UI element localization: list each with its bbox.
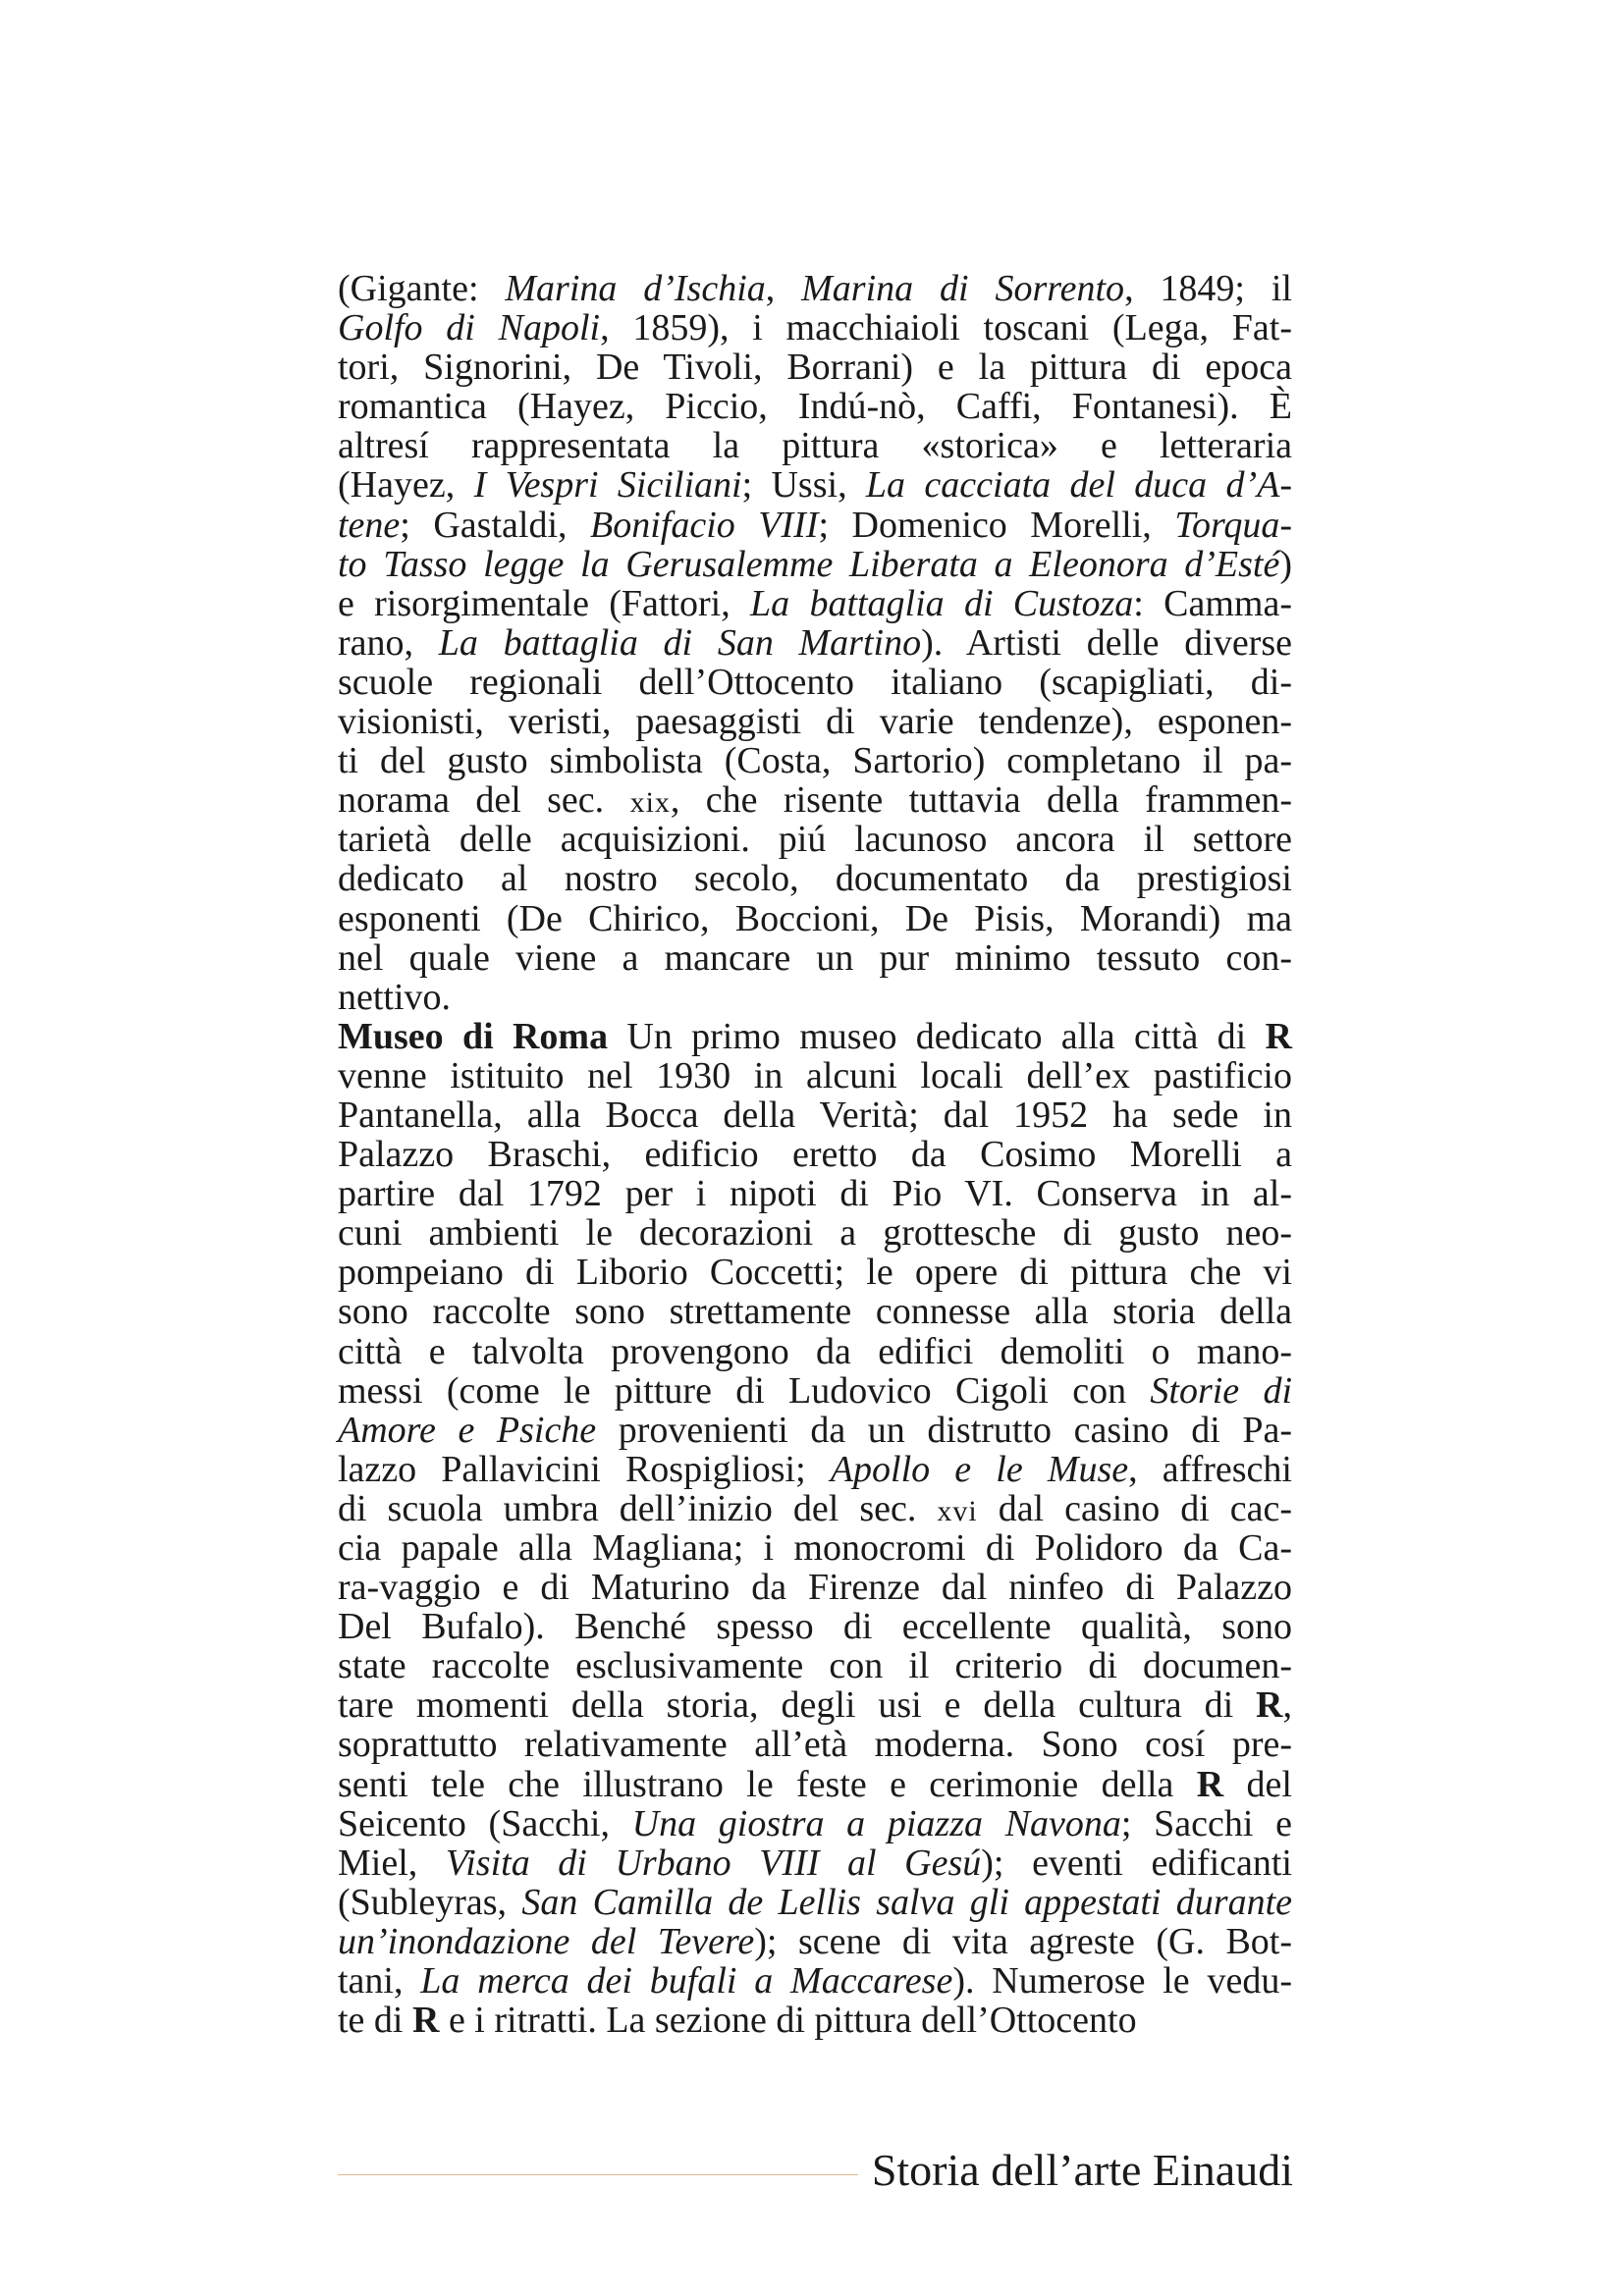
text-line bbox=[338, 702, 1292, 741]
text-line bbox=[338, 859, 1292, 898]
text-segment: Marina d’Ischia bbox=[505, 268, 766, 309]
text-segment: state raccolte esclusivamente con il criterio di documen- bbox=[338, 1645, 1292, 1687]
text-segment: ; Domenico Morelli, bbox=[818, 504, 1175, 546]
text-segment: altresí rappresentata la pittura «storica» e letteraria bbox=[338, 425, 1292, 467]
text-segment: Palazzo Braschi, edificio eretto da Cosimo Morelli a bbox=[338, 1134, 1292, 1176]
text-line bbox=[338, 663, 1292, 702]
text-line bbox=[338, 2001, 1292, 2040]
text-segment: xix bbox=[629, 786, 671, 820]
text-line bbox=[338, 1332, 1292, 1371]
text-line bbox=[338, 308, 1292, 347]
text-line bbox=[338, 1174, 1292, 1213]
text-segment: e i ritratti. La sezione di pittura dell’Ottocento bbox=[439, 2000, 1137, 2042]
text-segment: to Tasso legge la Gerusalemme Liberata a Eleonora d’Esté bbox=[338, 543, 1280, 585]
text-line bbox=[338, 347, 1292, 387]
text-segment: La merca dei bufali a Maccarese bbox=[420, 1960, 953, 2002]
text-segment: , 1859), i macchiaioli toscani (Lega, Fat- bbox=[600, 307, 1292, 349]
text-segment: tani, bbox=[338, 1960, 421, 2002]
text-segment: Un primo museo dedicato alla città di bbox=[608, 1015, 1266, 1057]
text-segment: Museo di Roma bbox=[338, 1015, 609, 1057]
text-line bbox=[338, 506, 1292, 545]
body-text bbox=[338, 269, 1292, 2040]
text-segment: La cacciata del duca d’A- bbox=[865, 464, 1292, 507]
text-segment: tare momenti della storia, degli usi e della cultura di bbox=[338, 1684, 1257, 1727]
text-segment: , che risente tuttavia della frammen- bbox=[670, 779, 1292, 822]
text-segment: , affreschi bbox=[1128, 1448, 1292, 1490]
text-segment: soprattutto relativamente all’età moderna. Sono cosí pre- bbox=[338, 1724, 1292, 1766]
text-segment: norama del sec. bbox=[338, 779, 630, 822]
text-segment: Bonifacio VIII bbox=[590, 504, 819, 546]
text-line bbox=[338, 1017, 1292, 1056]
text-segment: ti del gusto simbolista (Costa, Sartorio) completano il pa- bbox=[338, 740, 1292, 782]
text-line bbox=[338, 1883, 1292, 1922]
text-segment: ). Numerose le vedu- bbox=[952, 1960, 1292, 2002]
text-segment: cuni ambienti le decorazioni a grottesche di gusto neo- bbox=[338, 1212, 1292, 1255]
text-segment: R bbox=[411, 2000, 440, 2042]
text-line bbox=[338, 978, 1292, 1017]
text-segment: tene bbox=[338, 504, 401, 546]
text-line bbox=[338, 1056, 1292, 1095]
text-line bbox=[338, 269, 1292, 308]
text-line bbox=[338, 820, 1292, 859]
text-segment: ); eventi edificanti bbox=[981, 1842, 1292, 1884]
text-segment: città e talvolta provengono da edifici demoliti o mano- bbox=[338, 1330, 1292, 1372]
text-segment: Del Bufalo). Benché spesso di eccellente qualità, sono bbox=[338, 1606, 1292, 1648]
text-line bbox=[338, 465, 1292, 505]
text-segment: R bbox=[1265, 1015, 1292, 1057]
text-line bbox=[338, 1961, 1292, 2001]
text-segment: (Hayez, bbox=[338, 464, 474, 507]
text-segment: esponenti (De Chirico, Boccioni, De Pisis, Morandi) ma bbox=[338, 897, 1292, 939]
text-line bbox=[338, 1685, 1292, 1725]
text-segment: senti tele che illustrano le feste e cerimonie della bbox=[338, 1763, 1197, 1805]
text-segment: ; Sacchi e bbox=[1120, 1802, 1292, 1844]
text-line bbox=[338, 1253, 1292, 1292]
text-line bbox=[338, 1411, 1292, 1450]
text-segment: venne istituito nel 1930 in alcuni locali dell’ex pastificio bbox=[338, 1054, 1292, 1096]
text-line bbox=[338, 1568, 1292, 1607]
text-segment: partire dal 1792 per i nipoti di Pio VI. Conserva in al- bbox=[338, 1173, 1292, 1215]
text-segment: , 1849; il bbox=[1124, 268, 1292, 309]
text-segment: La battaglia di Custoza bbox=[750, 582, 1134, 624]
text-segment: un’inondazione del Tevere bbox=[338, 1920, 755, 1962]
text-segment: Torqua- bbox=[1174, 504, 1292, 546]
text-segment: La battaglia di San Martino bbox=[438, 621, 922, 664]
text-segment: scuole regionali dell’Ottocento italiano (scapigliati, di- bbox=[338, 661, 1292, 703]
text-segment: cia papale alla Magliana; i monocromi di Polidoro da Ca- bbox=[338, 1527, 1292, 1569]
text-segment: Amore e Psiche bbox=[338, 1409, 597, 1451]
text-line bbox=[338, 938, 1292, 978]
text-segment: R bbox=[1256, 1684, 1283, 1727]
text-line bbox=[338, 1922, 1292, 1961]
text-segment: , bbox=[765, 268, 802, 309]
text-line bbox=[338, 584, 1292, 623]
text-segment: messi (come le pitture di Ludovico Cigoli con bbox=[338, 1369, 1151, 1412]
text-segment: Storie di bbox=[1150, 1369, 1293, 1412]
text-line bbox=[338, 1450, 1292, 1489]
text-segment: Marina di Sorrento bbox=[801, 268, 1125, 309]
text-segment: nettivo. bbox=[338, 976, 452, 1018]
text-segment: Una giostra a piazza Navona bbox=[631, 1802, 1121, 1844]
text-segment: ); scene di vita agreste (G. Bot- bbox=[754, 1920, 1292, 1962]
text-segment: (Subleyras, bbox=[338, 1881, 522, 1923]
text-line bbox=[338, 1843, 1292, 1883]
text-segment: rano, bbox=[338, 621, 439, 664]
text-segment: ra-vaggio e di Maturino da Firenze dal ninfeo di Palazzo bbox=[338, 1567, 1292, 1609]
text-line bbox=[338, 780, 1292, 820]
text-segment: te di bbox=[338, 2000, 412, 2042]
text-segment: e risorgimentale (Fattori, bbox=[338, 582, 751, 624]
text-segment: romantica (Hayez, Piccio, Indú-nò, Caffi, Fontanesi). È bbox=[338, 386, 1292, 428]
text-segment: sono raccolte sono strettamente connesse alla storia della bbox=[338, 1291, 1292, 1333]
text-line bbox=[338, 1292, 1292, 1331]
text-segment: tori, Signorini, De Tivoli, Borrani) e la pittura di epoca bbox=[338, 347, 1292, 389]
text-line bbox=[338, 426, 1292, 465]
text-segment: ). Artisti delle diverse bbox=[921, 621, 1292, 664]
footer-title: Storia dell’arte Einaudi bbox=[871, 2145, 1293, 2195]
text-segment: San Camilla de Lellis salva gli appestati durante bbox=[521, 1881, 1292, 1923]
text-line bbox=[338, 1095, 1292, 1135]
text-segment: Pantanella, alla Bocca della Verità; dal 1952 ha sede in bbox=[338, 1094, 1292, 1136]
text-line bbox=[338, 545, 1292, 584]
text-segment: ; Gastaldi, bbox=[400, 504, 591, 546]
text-segment: visionisti, veristi, paesaggisti di varie tendenze), esponen- bbox=[338, 701, 1292, 743]
text-line bbox=[338, 1765, 1292, 1804]
text-segment: dal casino di cac- bbox=[977, 1487, 1292, 1529]
text-line bbox=[338, 1489, 1292, 1528]
text-segment: Miel, bbox=[338, 1842, 446, 1884]
text-line bbox=[338, 623, 1292, 663]
text-line bbox=[338, 1135, 1292, 1174]
text-segment: Visita di Urbano VIII al Gesú bbox=[445, 1842, 982, 1884]
text-segment: Seicento (Sacchi, bbox=[338, 1802, 632, 1844]
text-line bbox=[338, 741, 1292, 780]
text-segment: Golfo di Napoli bbox=[338, 307, 601, 349]
text-line bbox=[338, 1371, 1292, 1411]
text-segment: xvi bbox=[937, 1494, 978, 1527]
text-segment: tarietà delle acquisizioni. piú lacunoso ancora il settore bbox=[338, 819, 1292, 861]
text-line bbox=[338, 1607, 1292, 1646]
text-segment: R bbox=[1196, 1763, 1224, 1805]
text-line bbox=[338, 1646, 1292, 1685]
text-line bbox=[338, 1528, 1292, 1568]
text-segment: (Gigante: bbox=[338, 268, 506, 309]
text-segment: Apollo e le Muse bbox=[830, 1448, 1129, 1490]
text-segment: ) bbox=[1279, 543, 1292, 585]
text-segment: provenienti da un distrutto casino di Pa- bbox=[596, 1409, 1293, 1451]
text-segment: , bbox=[1282, 1684, 1292, 1727]
text-line bbox=[338, 899, 1292, 938]
text-line bbox=[338, 1725, 1292, 1764]
text-segment: nel quale viene a mancare un pur minimo tessuto con- bbox=[338, 936, 1292, 979]
text-segment: del bbox=[1223, 1763, 1292, 1805]
footer-rule bbox=[338, 2174, 858, 2175]
text-segment: di scuola umbra dell’inizio del sec. bbox=[338, 1487, 938, 1529]
text-segment: lazzo Pallavicini Rospigliosi; bbox=[338, 1448, 831, 1490]
text-segment: dedicato al nostro secolo, documentato da prestigiosi bbox=[338, 858, 1292, 900]
text-line bbox=[338, 1213, 1292, 1253]
text-segment: ; Ussi, bbox=[741, 464, 866, 507]
text-line bbox=[338, 1804, 1292, 1843]
text-segment: : Camma- bbox=[1133, 582, 1292, 624]
text-segment: I Vespri Siciliani bbox=[473, 464, 742, 507]
text-segment: pompeiano di Liborio Coccetti; le opere di pittura che vi bbox=[338, 1252, 1292, 1294]
text-line bbox=[338, 387, 1292, 426]
